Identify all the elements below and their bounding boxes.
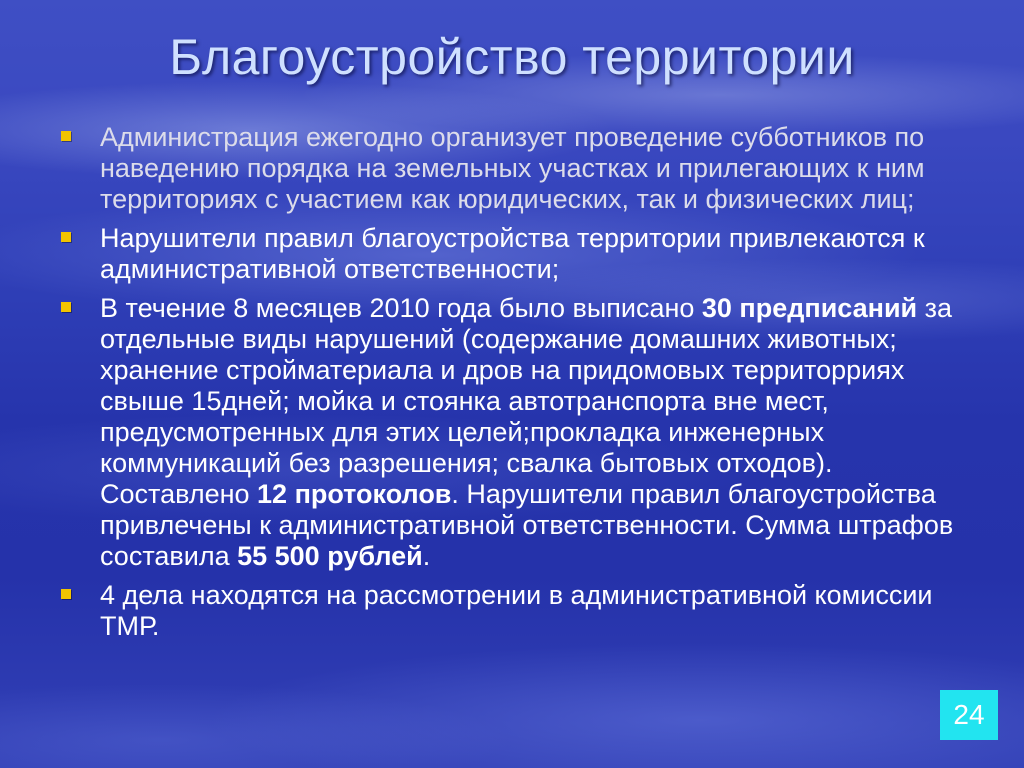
bullet-item [58, 293, 958, 572]
bullet-text-part: В течение 8 месяцев 2010 года было выписано [100, 293, 702, 323]
bullet-marker-icon [61, 131, 71, 141]
bullet-item [58, 580, 958, 642]
bullet-list [58, 122, 958, 650]
bullet-item [58, 223, 958, 285]
page-number-badge: 24 [940, 690, 998, 740]
bullet-bold-amount: 55 500 рублей [237, 541, 423, 571]
bullet-marker-icon [61, 232, 71, 242]
bullet-text-part: за отдельные виды нарушений (содержание домашних животных; хранение стройматериала и дров на придомовых территорриях свыше 15дней; мойка и стоянка автотранспорта вне мест, предусмотренных для этих целей;прокладка инженерных коммуникаций без разрешения; свалка бытовых отходов). Составлено [100, 293, 953, 509]
bullet-text: Администрация ежегодно организует проведение субботников по наведению порядка на земельных участках и прилегающих к ним территориях с участием как юридических, так и физических лиц; [100, 122, 925, 214]
bullet-bold-count: 30 предписаний [701, 293, 918, 323]
bullet-text-part: . [422, 541, 431, 571]
bullet-marker-icon [61, 589, 71, 599]
bullet-bold-count: 12 протоколов [257, 479, 452, 509]
bullet-text: Нарушители правил благоустройства территории привлекаются к административной ответственности; [100, 223, 925, 284]
slide-title: Благоустройство территории [169, 29, 855, 85]
bullet-text: 4 дела находятся на рассмотрении в административной комиссии ТМР. [100, 580, 933, 641]
bullet-marker-icon [61, 302, 71, 312]
bullet-text-part: . Нарушители правил благоустройства привлечены к административной ответственности. Сумма штрафов составила [100, 479, 954, 571]
bullet-item [58, 122, 958, 215]
